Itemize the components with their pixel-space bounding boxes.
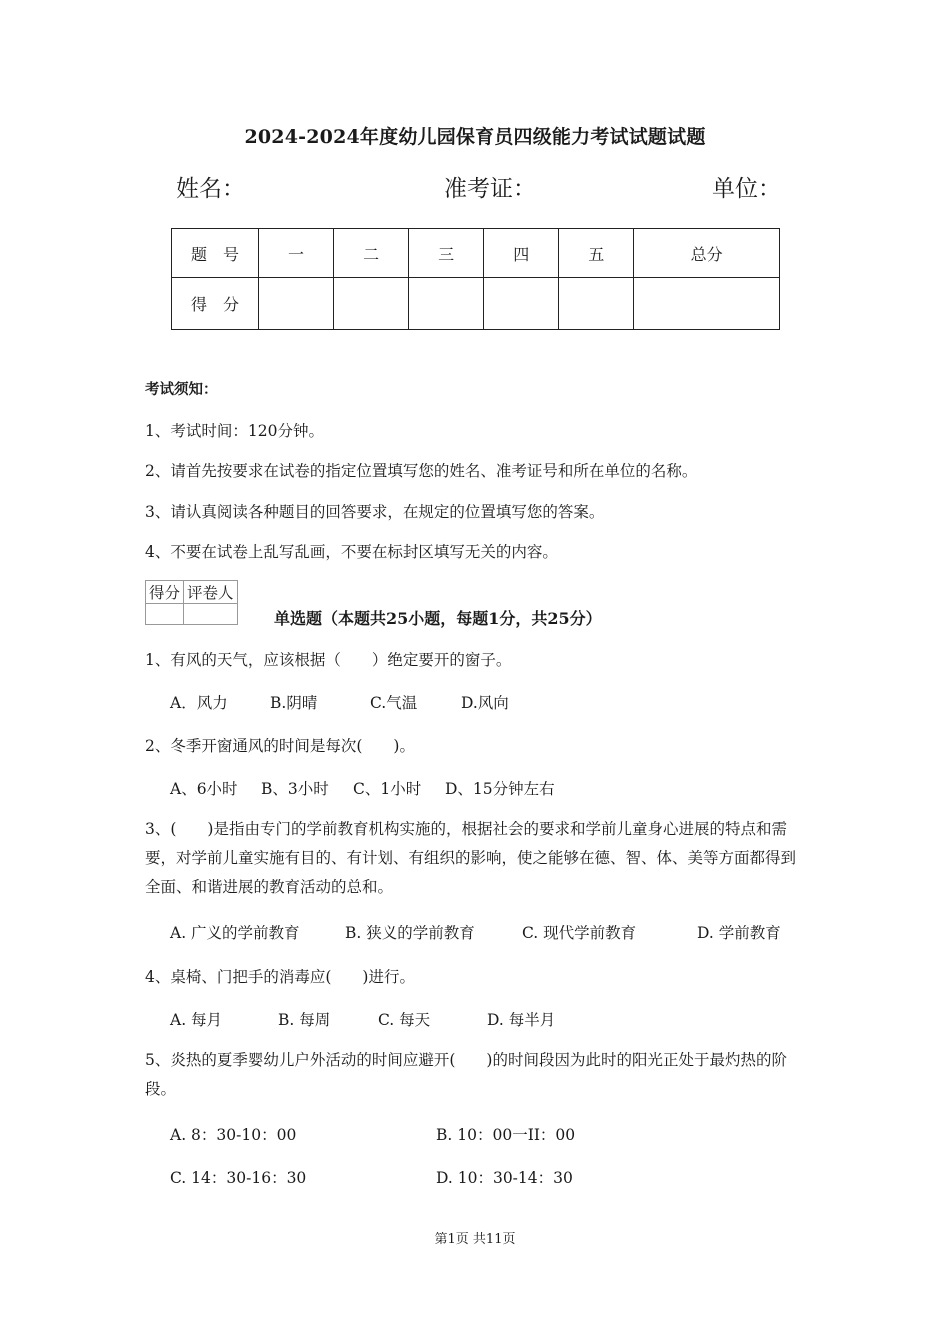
notice-item: 3、请认真阅读各种题目的回答要求，在规定的位置填写您的答案。	[145, 503, 605, 521]
header-cell-question-no: 题 号	[172, 229, 259, 278]
score-cell-3[interactable]	[409, 278, 484, 330]
page-footer: 第1页 共11页	[434, 1232, 516, 1247]
option-d: D. 学前教育	[697, 924, 781, 942]
option-d: D. 10：30-14：30	[436, 1169, 573, 1187]
question-stem: 2、冬季开窗通风的时间是每次( )。	[145, 737, 415, 755]
option-d: D.风向	[461, 694, 509, 712]
grader-box-grader-label: 评卷人	[184, 581, 238, 604]
grader-box-grader-cell[interactable]	[184, 604, 238, 625]
option-c: C. 每天	[378, 1011, 431, 1029]
question-stem: 4、桌椅、门把手的消毒应( )进行。	[145, 968, 415, 986]
notice-item: 2、请首先按要求在试卷的指定位置填写您的姓名、准考证号和所在单位的名称。	[145, 462, 698, 480]
option-b: B. 狭义的学前教育	[345, 924, 475, 942]
grader-box	[145, 580, 238, 625]
option-c: C. 现代学前教育	[522, 924, 637, 942]
header-cell-2: 二	[334, 229, 409, 278]
option-c: C.气温	[370, 694, 418, 712]
score-table-score-row	[172, 278, 780, 330]
question-stem: 3、( )是指由专门的学前教育机构实施的，根据社会的要求和学前儿童身心进展的特点和需要，对学前儿童实施有目的、有计划、有组织的影响，使之能够在德、智、体、美等方面都得到全面、和谐进展的教育活动的总和。	[145, 820, 797, 896]
option-a: A、6小时	[170, 780, 238, 798]
option-a: A．风力	[170, 694, 228, 712]
header-cell-4: 四	[484, 229, 559, 278]
grader-box-score-cell[interactable]	[146, 604, 184, 625]
score-cell-1[interactable]	[259, 278, 334, 330]
option-d: D、15分钟左右	[445, 780, 555, 798]
notice-item: 4、不要在试卷上乱写乱画，不要在标封区填写无关的内容。	[145, 543, 558, 561]
option-b: B. 每周	[278, 1011, 331, 1029]
option-b: B.阴晴	[270, 694, 318, 712]
option-c: C. 14：30-16：30	[170, 1169, 307, 1187]
section-title: 单选题（本题共25小题，每题1分，共25分）	[274, 609, 602, 628]
score-cell-5[interactable]	[559, 278, 634, 330]
question-stem: 1、有风的天气，应该根据（ ）绝定要开的窗子。	[145, 651, 512, 669]
option-c: C、1小时	[353, 780, 422, 798]
score-cell-4[interactable]	[484, 278, 559, 330]
score-cell-total[interactable]	[634, 278, 780, 330]
notice-item: 1、考试时间：120分钟。	[145, 422, 324, 440]
option-b: B、3小时	[261, 780, 329, 798]
header-cell-1: 一	[259, 229, 334, 278]
option-d: D. 每半月	[487, 1011, 556, 1029]
name-label: 姓名：	[176, 176, 245, 202]
score-table-header-row	[172, 229, 780, 278]
header-cell-3: 三	[409, 229, 484, 278]
score-table	[171, 228, 780, 330]
question-stem: 5、炎热的夏季婴幼儿户外活动的时间应避开( )的时间段因为此时的阳光正处于最灼热的阶段。	[145, 1051, 787, 1098]
option-a: A. 广义的学前教育	[170, 924, 300, 942]
score-row-label: 得 分	[172, 278, 259, 330]
exam-number-label: 准考证：	[444, 176, 536, 202]
option-a: A. 8：30-10：00	[170, 1126, 297, 1144]
option-b: B. 10：00一II：00	[436, 1126, 576, 1144]
header-cell-5: 五	[559, 229, 634, 278]
score-cell-2[interactable]	[334, 278, 409, 330]
grader-box-score-label: 得分	[146, 581, 184, 604]
page-title: 2024-2024年度幼儿园保育员四级能力考试试题试题	[244, 126, 706, 148]
option-a: A. 每月	[170, 1011, 223, 1029]
notice-heading: 考试须知：	[145, 381, 218, 398]
header-cell-total: 总分	[634, 229, 780, 278]
unit-label: 单位：	[712, 176, 781, 202]
